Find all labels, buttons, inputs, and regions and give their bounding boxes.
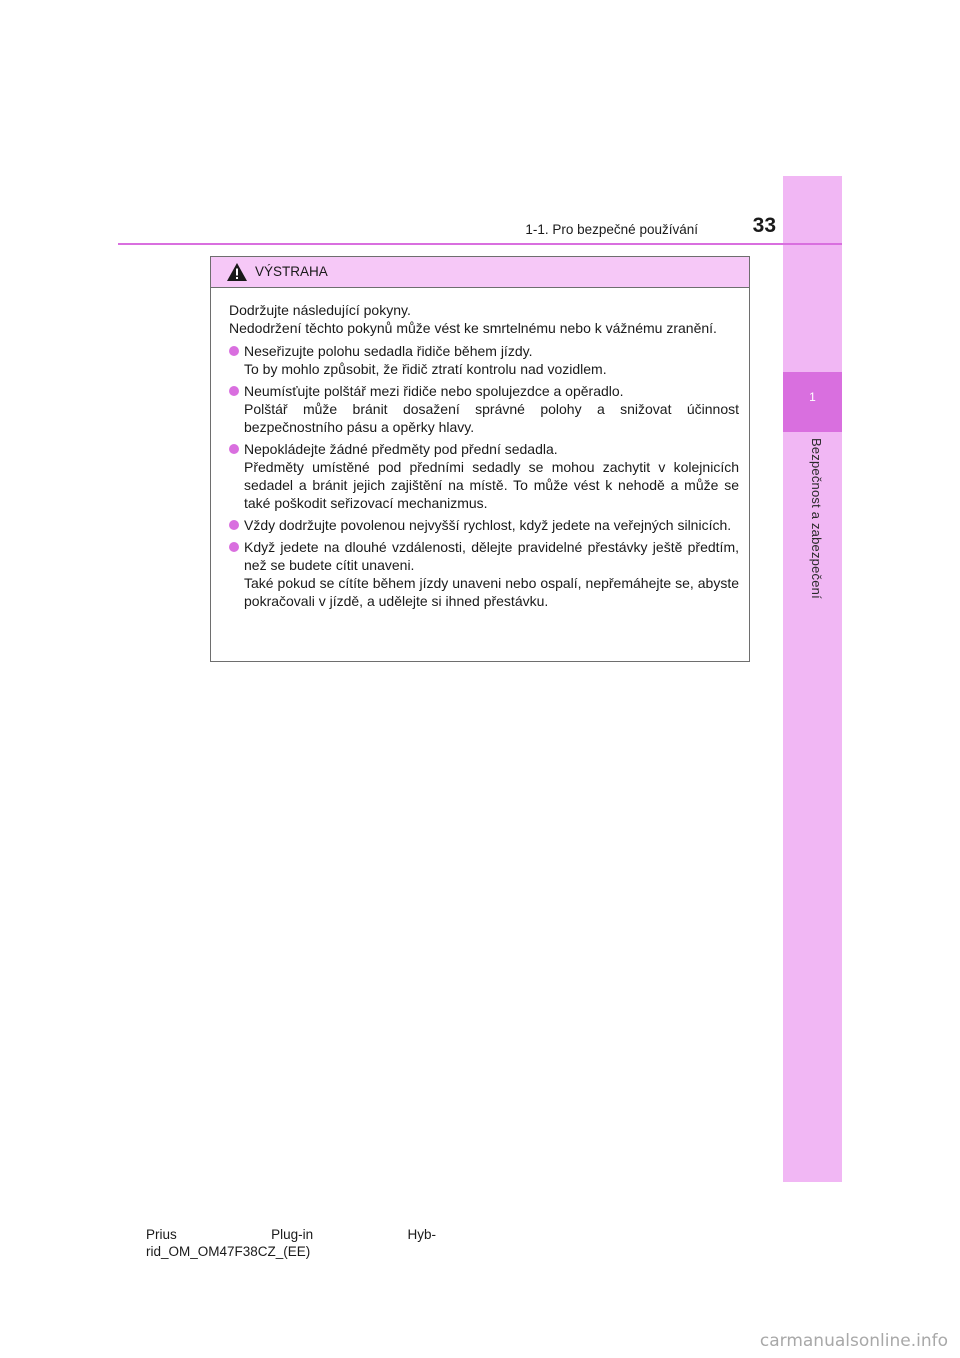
bullet-dot-icon: [229, 346, 239, 356]
page-number: 33: [752, 214, 776, 237]
side-tab-strip: [783, 176, 842, 1182]
warning-intro: [229, 301, 739, 337]
watermark: carmanualsonline.info: [759, 1331, 948, 1351]
item-text: Polštář může bránit dosažení správné polohy a snižovat účinnost bezpečnostního pásu a opěrky hlavy.: [244, 401, 739, 435]
document-footer: [146, 1226, 436, 1260]
bullet-dot-icon: [229, 444, 239, 454]
item-title: Vždy dodržujte povolenou nejvyšší rychlost, když jedete na veřejných silnicích.: [244, 517, 732, 533]
intro-line: Dodržujte následující pokyny.: [229, 302, 411, 318]
bullet-dot-icon: [229, 386, 239, 396]
chapter-title: Bezpečnost a zabezpečení: [809, 438, 824, 599]
chapter-number: 1: [809, 390, 816, 404]
item-text: Také pokud se cítíte během jízdy unaveni nebo ospalí, nepřemáhejte se, abyste pokračovali v jízdě, a udělejte si ihned přestávku.: [244, 575, 739, 609]
warning-list: [229, 342, 739, 610]
footer-type: Hyb-: [407, 1227, 436, 1242]
warning-triangle-icon: [226, 262, 248, 282]
header-divider: [118, 243, 842, 245]
intro-line: Nedodržení těchto pokynů může vést ke smrtelnému nebo k vážnému zranění.: [229, 320, 717, 336]
bullet-dot-icon: [229, 520, 239, 530]
section-title: 1-1. Pro bezpečné používání: [525, 222, 698, 237]
footer-model: Prius: [146, 1227, 177, 1242]
warning-body: [211, 288, 749, 610]
warning-label: VÝSTRAHA: [255, 264, 328, 279]
warning-header: [211, 257, 749, 288]
list-item: [229, 440, 739, 512]
item-text: To by mohlo způsobit, že řidič ztratí kontrolu nad vozidlem.: [244, 361, 607, 377]
item-title: Neumísťujte polštář mezi řidiče nebo spolujezdce a opěradlo.: [244, 383, 624, 399]
bullet-dot-icon: [229, 542, 239, 552]
chapter-tab: [783, 372, 842, 432]
item-title: Nepokládejte žádné předměty pod přední sedadla.: [244, 441, 558, 457]
footer-variant: Plug-in: [271, 1227, 314, 1242]
list-item: [229, 516, 739, 534]
item-text: Předměty umístěné pod předními sedadly se mohou zachytit v kolejnicích sedadel a bránit jejich zajištění na místě. To může vést k nehodě a může se také poškodit seřizovací mechanizmus.: [244, 459, 739, 511]
warning-box: [210, 256, 750, 662]
list-item: [229, 382, 739, 436]
item-title: Neseřizujte polohu sedadla řidiče během jízdy.: [244, 343, 533, 359]
item-title: Když jedete na dlouhé vzdálenosti, dělejte pravidelné přestávky ještě předtím, než se budete cítit unaveni.: [244, 539, 739, 573]
list-item: [229, 538, 739, 610]
list-item: [229, 342, 739, 378]
footer-code: rid_OM_OM47F38CZ_(EE): [146, 1244, 311, 1259]
